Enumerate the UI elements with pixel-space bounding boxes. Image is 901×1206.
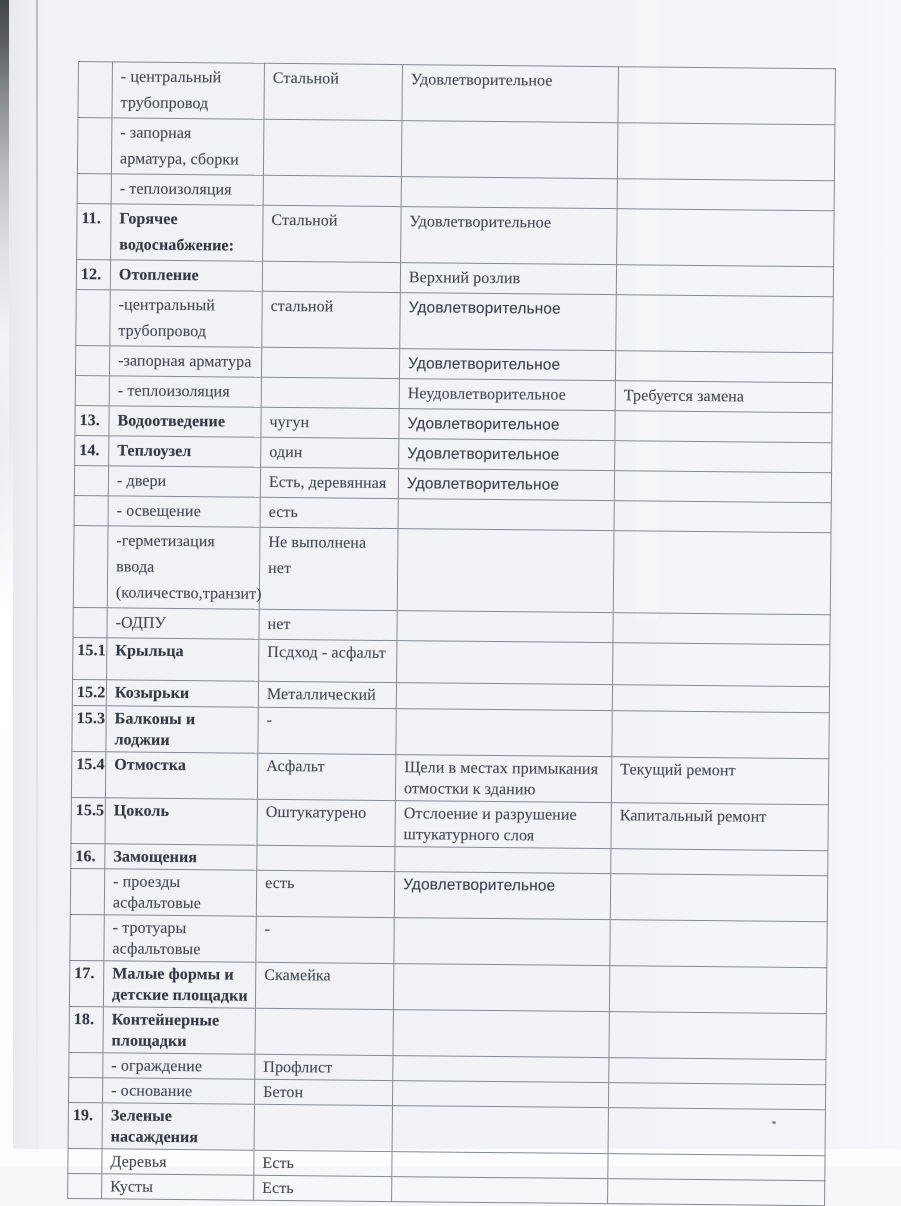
cell-material (261, 377, 399, 408)
table-row (72, 705, 829, 758)
cell-condition (392, 1081, 608, 1108)
paper-edge-line (36, 0, 38, 1150)
cell-name: Балконы и лоджии (106, 706, 258, 753)
cell-num (73, 525, 108, 607)
cell-name: Крыльца (107, 638, 259, 681)
cell-note (615, 351, 832, 383)
cell-material: чугун (261, 407, 399, 438)
cell-material: Оштукатурено (257, 799, 395, 846)
cell-note (613, 613, 830, 645)
cell-material: Асфальт (257, 753, 395, 800)
cell-num (73, 607, 107, 637)
cell-note (615, 411, 832, 443)
cell-name: Деревья (102, 1149, 254, 1175)
cell-condition: Неудовлетворительное (399, 379, 615, 411)
cell-note (609, 1012, 826, 1060)
table-row (68, 1102, 825, 1155)
cell-condition (392, 1152, 608, 1179)
cell-note (617, 209, 835, 267)
cell-note: Текущий ремонт (611, 757, 828, 805)
table-row (76, 289, 834, 352)
cell-material (254, 1104, 392, 1151)
cell-name: Контейнерные площадки (103, 1007, 255, 1054)
cell-num: 15.2 (72, 679, 106, 705)
cell-condition: Удовлетворительное (399, 409, 615, 441)
cell-num (77, 118, 112, 174)
cell-num (68, 1148, 102, 1173)
cell-condition (398, 499, 614, 531)
cell-note (608, 1179, 825, 1206)
cell-num (77, 173, 111, 203)
cell-material (257, 845, 395, 871)
cell-note (617, 179, 834, 211)
cell-note (613, 531, 831, 615)
cell-name: -запорная арматура (109, 346, 261, 377)
cell-name: Замощения (105, 844, 257, 870)
cell-material: Есть (254, 1175, 392, 1201)
cell-material: Металлический (258, 681, 396, 708)
cell-condition (397, 529, 614, 613)
cell-num (74, 495, 108, 525)
cell-condition: Удовлетворительное (399, 349, 615, 381)
cell-condition: Удовлетворительное (401, 207, 618, 265)
cell-name: Цоколь (105, 798, 257, 845)
scanner-edge-highlight (0, 430, 13, 1166)
cell-num: 14. (75, 435, 109, 465)
cell-material: Не выполнена нет (259, 527, 398, 610)
cell-material: Стальной (263, 205, 402, 262)
cell-condition (401, 177, 617, 209)
inspection-table-wrap (67, 61, 836, 1206)
cell-condition: Удовлетворительное (399, 439, 615, 471)
cell-material (263, 175, 401, 206)
cell-name: Козырьки (106, 680, 258, 707)
cell-name: -герметизация ввода (количество,транзит) (107, 526, 260, 609)
cell-condition (401, 121, 618, 179)
cell-note (608, 1108, 825, 1156)
cell-material: - (256, 916, 394, 963)
cell-note (613, 643, 830, 687)
cell-material: - (258, 707, 396, 754)
cell-condition: Удовлетворительное (402, 65, 619, 123)
cell-num: 15.1 (73, 637, 107, 679)
cell-num: 18. (69, 1006, 103, 1052)
cell-condition: Удовлетворительное (398, 469, 614, 501)
cell-material: Профлист (255, 1054, 393, 1080)
cell-num (74, 465, 108, 495)
cell-material: Скамейка (255, 962, 393, 1009)
cell-note (614, 471, 831, 503)
cell-condition (397, 641, 613, 685)
table-row (70, 914, 827, 967)
cell-num: 17. (69, 960, 103, 1006)
table-row (71, 797, 828, 850)
cell-num: 15.5 (71, 797, 105, 843)
cell-condition: Удовлетворительное (394, 872, 610, 920)
cell-condition (396, 683, 612, 711)
cell-name: - теплоизоляция (109, 376, 261, 407)
cell-note (612, 685, 829, 713)
cell-num: 12. (76, 259, 110, 289)
cell-note (610, 920, 827, 968)
cell-note (615, 441, 832, 473)
cell-name: - тротуары асфальтовые (104, 915, 256, 962)
cell-num (76, 289, 111, 345)
cell-note (617, 123, 835, 181)
cell-num (69, 1077, 103, 1102)
cell-material: Бетон (254, 1079, 392, 1105)
cell-note (618, 67, 836, 125)
cell-condition: Щели в местах примыкания отмостки к зданию (395, 755, 611, 803)
table-row (73, 637, 830, 686)
cell-name: - основание (103, 1078, 255, 1104)
cell-note (612, 711, 829, 759)
cell-note (616, 265, 833, 297)
cell-num (78, 62, 113, 118)
cell-material (263, 119, 402, 176)
cell-material: есть (260, 497, 398, 528)
table-row (70, 868, 827, 921)
cell-note (608, 1083, 825, 1110)
cell-name: Малые формы и детские площадки (103, 961, 255, 1008)
cell-name: - двери (108, 466, 260, 497)
cell-num: 13. (75, 405, 109, 435)
cell-condition (396, 709, 612, 757)
cell-condition (393, 1056, 609, 1083)
cell-num: 16. (71, 843, 105, 868)
cell-material: Есть, деревянная (260, 467, 398, 498)
cell-name: Кусты (102, 1174, 254, 1200)
table-row (77, 118, 835, 181)
cell-note: Капитальный ремонт (611, 803, 828, 851)
cell-material: Псдход - асфальт (259, 639, 397, 682)
cell-condition (394, 918, 610, 966)
cell-num (70, 868, 104, 914)
cell-name: - центральный трубопровод (112, 62, 265, 119)
cell-name: -ОДПУ (107, 608, 259, 639)
cell-note (614, 501, 831, 533)
cell-material (255, 1008, 393, 1055)
cell-name: - теплоизоляция (111, 174, 263, 205)
cell-condition (395, 847, 611, 874)
cell-material: есть (256, 870, 394, 917)
cell-condition: Удовлетворительное (400, 293, 617, 351)
table-row (78, 62, 836, 125)
cell-num (68, 1173, 102, 1198)
cell-note (609, 966, 826, 1014)
cell-condition: Верхний розлив (400, 263, 616, 295)
cell-note (608, 1154, 825, 1181)
inspection-table (67, 61, 836, 1206)
table-row (69, 960, 826, 1013)
cell-note: Требуется замена (615, 381, 832, 413)
cell-name: Горячее водоснабжение: (111, 204, 264, 261)
cell-condition (397, 611, 613, 643)
cell-condition (392, 1106, 608, 1154)
cell-num (75, 375, 109, 405)
cell-num (75, 345, 109, 375)
inspection-table-body (68, 62, 836, 1206)
cell-name: - ограждение (103, 1053, 255, 1079)
cell-material: один (261, 437, 399, 468)
cell-name: Отмостка (105, 752, 257, 799)
cell-name: Отопление (110, 260, 262, 291)
cell-num (70, 914, 104, 960)
cell-condition (393, 964, 609, 1012)
cell-material (262, 261, 400, 292)
cell-note (611, 849, 828, 876)
cell-num: 11. (77, 203, 112, 259)
cell-name: Зеленые насаждения (102, 1103, 254, 1150)
cell-num: 15.4 (71, 751, 105, 797)
table-row (73, 525, 831, 614)
cell-material: Есть (254, 1150, 392, 1176)
cell-material: нет (259, 609, 397, 640)
cell-name: -центральный трубопровод (110, 290, 263, 347)
cell-note (609, 1058, 826, 1085)
table-row (71, 751, 828, 804)
cell-num: 15.3 (72, 705, 106, 751)
cell-name: - запорная арматура, сборки (111, 118, 264, 175)
cell-name: Водоотведение (109, 406, 261, 437)
cell-condition (392, 1177, 608, 1204)
cell-name: - освещение (108, 496, 260, 527)
table-row (69, 1006, 826, 1059)
cell-note (610, 874, 827, 922)
cell-material (261, 347, 399, 378)
cell-name: - проезды асфальтовые (104, 869, 256, 916)
cell-note (616, 295, 834, 353)
table-row (77, 203, 835, 266)
cell-name: Теплоузел (109, 436, 261, 467)
cell-material: Стальной (264, 63, 403, 120)
cell-num (69, 1052, 103, 1077)
cell-num: 19. (68, 1102, 102, 1148)
cell-condition (393, 1010, 609, 1058)
cell-condition: Отслоение и разрушение штукатурного слоя (395, 801, 611, 849)
cell-material: стальной (262, 291, 401, 348)
